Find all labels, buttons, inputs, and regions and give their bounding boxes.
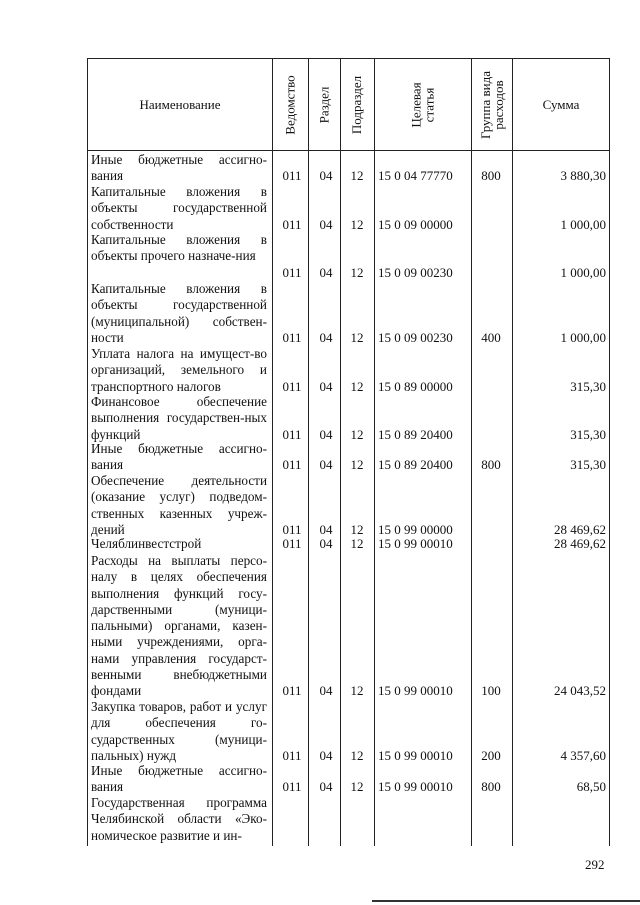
col-divider-6	[512, 58, 513, 846]
row-razdel: 04	[319, 168, 333, 184]
row-razdel: 04	[319, 216, 333, 232]
table-left-border	[87, 58, 88, 846]
row-podrazdel: 12	[350, 779, 364, 795]
row-statya: 15 0 89 20400	[378, 426, 453, 442]
row-razdel: 04	[319, 457, 333, 473]
row-razdel: 04	[319, 426, 333, 442]
row-name: Государственная программа Челябинской области «Эко-номическое развитие и ин-	[91, 795, 267, 843]
row-gruppa: 800	[481, 168, 501, 184]
header-gruppa-line1: Группа вида	[478, 70, 494, 139]
row-statya: 15 0 99 00000	[378, 521, 453, 537]
header-vedomstvo	[273, 59, 308, 150]
row-vedomstvo: 011	[282, 216, 302, 232]
row-razdel: 04	[319, 747, 333, 763]
row-summa: 4 357,60	[560, 747, 606, 763]
row-gruppa: 400	[481, 329, 501, 345]
row-vedomstvo: 011	[282, 779, 302, 795]
row-vedomstvo: 011	[282, 747, 302, 763]
row-razdel: 04	[319, 329, 333, 345]
header-celevaya-line2: статья	[421, 87, 437, 122]
row-statya: 15 0 04 77770	[378, 168, 453, 184]
col-divider-2	[308, 58, 309, 846]
row-name: Уплата налога на имущест-во организаций, земельного и транспортного налогов	[91, 346, 267, 394]
row-statya: 15 0 09 00000	[378, 216, 453, 232]
row-gruppa: 800	[481, 457, 501, 473]
row-statya: 15 0 99 00010	[378, 536, 453, 551]
row-summa: 68,50	[576, 779, 606, 795]
row-razdel: 04	[319, 264, 333, 280]
header-summa-text: Сумма	[542, 96, 580, 112]
row-statya: 15 0 09 00230	[378, 264, 453, 280]
row-vedomstvo: 011	[282, 264, 302, 280]
header-razdel-text: Раздел	[316, 86, 332, 123]
row-gruppa: 800	[481, 779, 501, 795]
row-podrazdel: 12	[350, 378, 364, 394]
row-statya: 15 0 89 20400	[378, 457, 453, 473]
row-gruppa: 200	[481, 747, 501, 763]
row-summa: 315,30	[570, 378, 606, 394]
row-gruppa: 100	[481, 683, 501, 699]
row-name: Обеспечение деятельности (оказание услуг) подведом-ственных казенных учреж-дений	[91, 473, 267, 537]
row-summa: 24 043,52	[554, 683, 606, 699]
header-celevaya-line1: Целевая	[408, 81, 424, 128]
row-razdel: 04	[319, 536, 333, 551]
table-right-border	[609, 58, 610, 846]
row-vedomstvo: 011	[282, 426, 302, 442]
row-vedomstvo: 011	[282, 683, 302, 699]
row-razdel: 04	[319, 683, 333, 699]
header-summa	[513, 59, 609, 150]
page-number: 292	[585, 857, 605, 872]
row-podrazdel: 12	[350, 536, 364, 551]
row-razdel: 04	[319, 521, 333, 537]
row-razdel: 04	[319, 378, 333, 394]
header-name	[88, 59, 272, 150]
row-podrazdel: 12	[350, 216, 364, 232]
row-name: Иные бюджетные ассигно-вания	[91, 152, 267, 184]
row-summa: 1 000,00	[560, 329, 606, 345]
col-divider-4	[374, 58, 375, 846]
header-gruppa	[472, 59, 512, 150]
row-name: Расходы на выплаты персо-налу в целях обеспечения выполнения функций госу-дарственными (муници-пальными) органами, казен-ными учреждениями, орга-нами управления государст-венными внебюджетными фондами	[91, 553, 267, 699]
row-vedomstvo: 011	[282, 536, 302, 551]
row-summa: 28 469,62	[554, 521, 606, 537]
row-summa: 28 469,62	[554, 536, 606, 551]
row-podrazdel: 12	[350, 426, 364, 442]
header-podrazdel-text: Подраздел	[349, 75, 365, 134]
row-name: Челяблинвестстрой	[91, 536, 202, 551]
row-name: Закупка товаров, работ и услуг для обеспечения го-сударственных (муници-пальных) нужд	[91, 699, 267, 763]
header-gruppa-text	[479, 71, 505, 139]
header-name-text: Наименование	[139, 96, 221, 112]
row-name: Капитальные вложения в объекты прочего назначе-ния	[91, 232, 267, 264]
header-celevaya	[375, 59, 471, 150]
row-podrazdel: 12	[350, 683, 364, 699]
row-statya: 15 0 99 00010	[378, 683, 453, 699]
header-bottom-border	[87, 150, 609, 151]
row-statya: 15 0 89 00000	[378, 378, 453, 394]
header-razdel	[309, 59, 340, 150]
row-podrazdel: 12	[350, 747, 364, 763]
row-razdel: 04	[319, 779, 333, 795]
row-summa: 315,30	[570, 426, 606, 442]
row-podrazdel: 12	[350, 329, 364, 345]
row-summa: 315,30	[570, 457, 606, 473]
row-name: Иные бюджетные ассигно-вания	[91, 441, 267, 473]
row-podrazdel: 12	[350, 168, 364, 184]
header-vedomstvo-text: Ведомство	[282, 74, 298, 135]
header-celevaya-text	[410, 82, 436, 127]
row-summa: 3 880,30	[560, 168, 606, 184]
row-name: Финансовое обеспечение выполнения государствен-ных функций	[91, 394, 267, 442]
footer-rule	[372, 900, 640, 902]
row-podrazdel: 12	[350, 457, 364, 473]
header-gruppa-line2: расходов	[491, 79, 507, 130]
row-vedomstvo: 011	[282, 329, 302, 345]
row-name: Капитальные вложения в объекты государственной собственности	[91, 184, 267, 232]
row-statya: 15 0 99 00010	[378, 779, 453, 795]
row-name: Иные бюджетные ассигно-вания	[91, 763, 267, 795]
header-podrazdel	[341, 59, 374, 150]
row-statya: 15 0 99 00010	[378, 747, 453, 763]
row-podrazdel: 12	[350, 521, 364, 537]
row-vedomstvo: 011	[282, 521, 302, 537]
row-summa: 1 000,00	[560, 216, 606, 232]
row-name: Капитальные вложения в объекты государственной (муниципальной) собствен-ности	[91, 281, 267, 345]
col-divider-1	[272, 58, 273, 846]
row-podrazdel: 12	[350, 264, 364, 280]
row-vedomstvo: 011	[282, 378, 302, 394]
row-vedomstvo: 011	[282, 168, 302, 184]
row-statya: 15 0 09 00230	[378, 329, 453, 345]
row-summa: 1 000,00	[560, 264, 606, 280]
row-vedomstvo: 011	[282, 457, 302, 473]
